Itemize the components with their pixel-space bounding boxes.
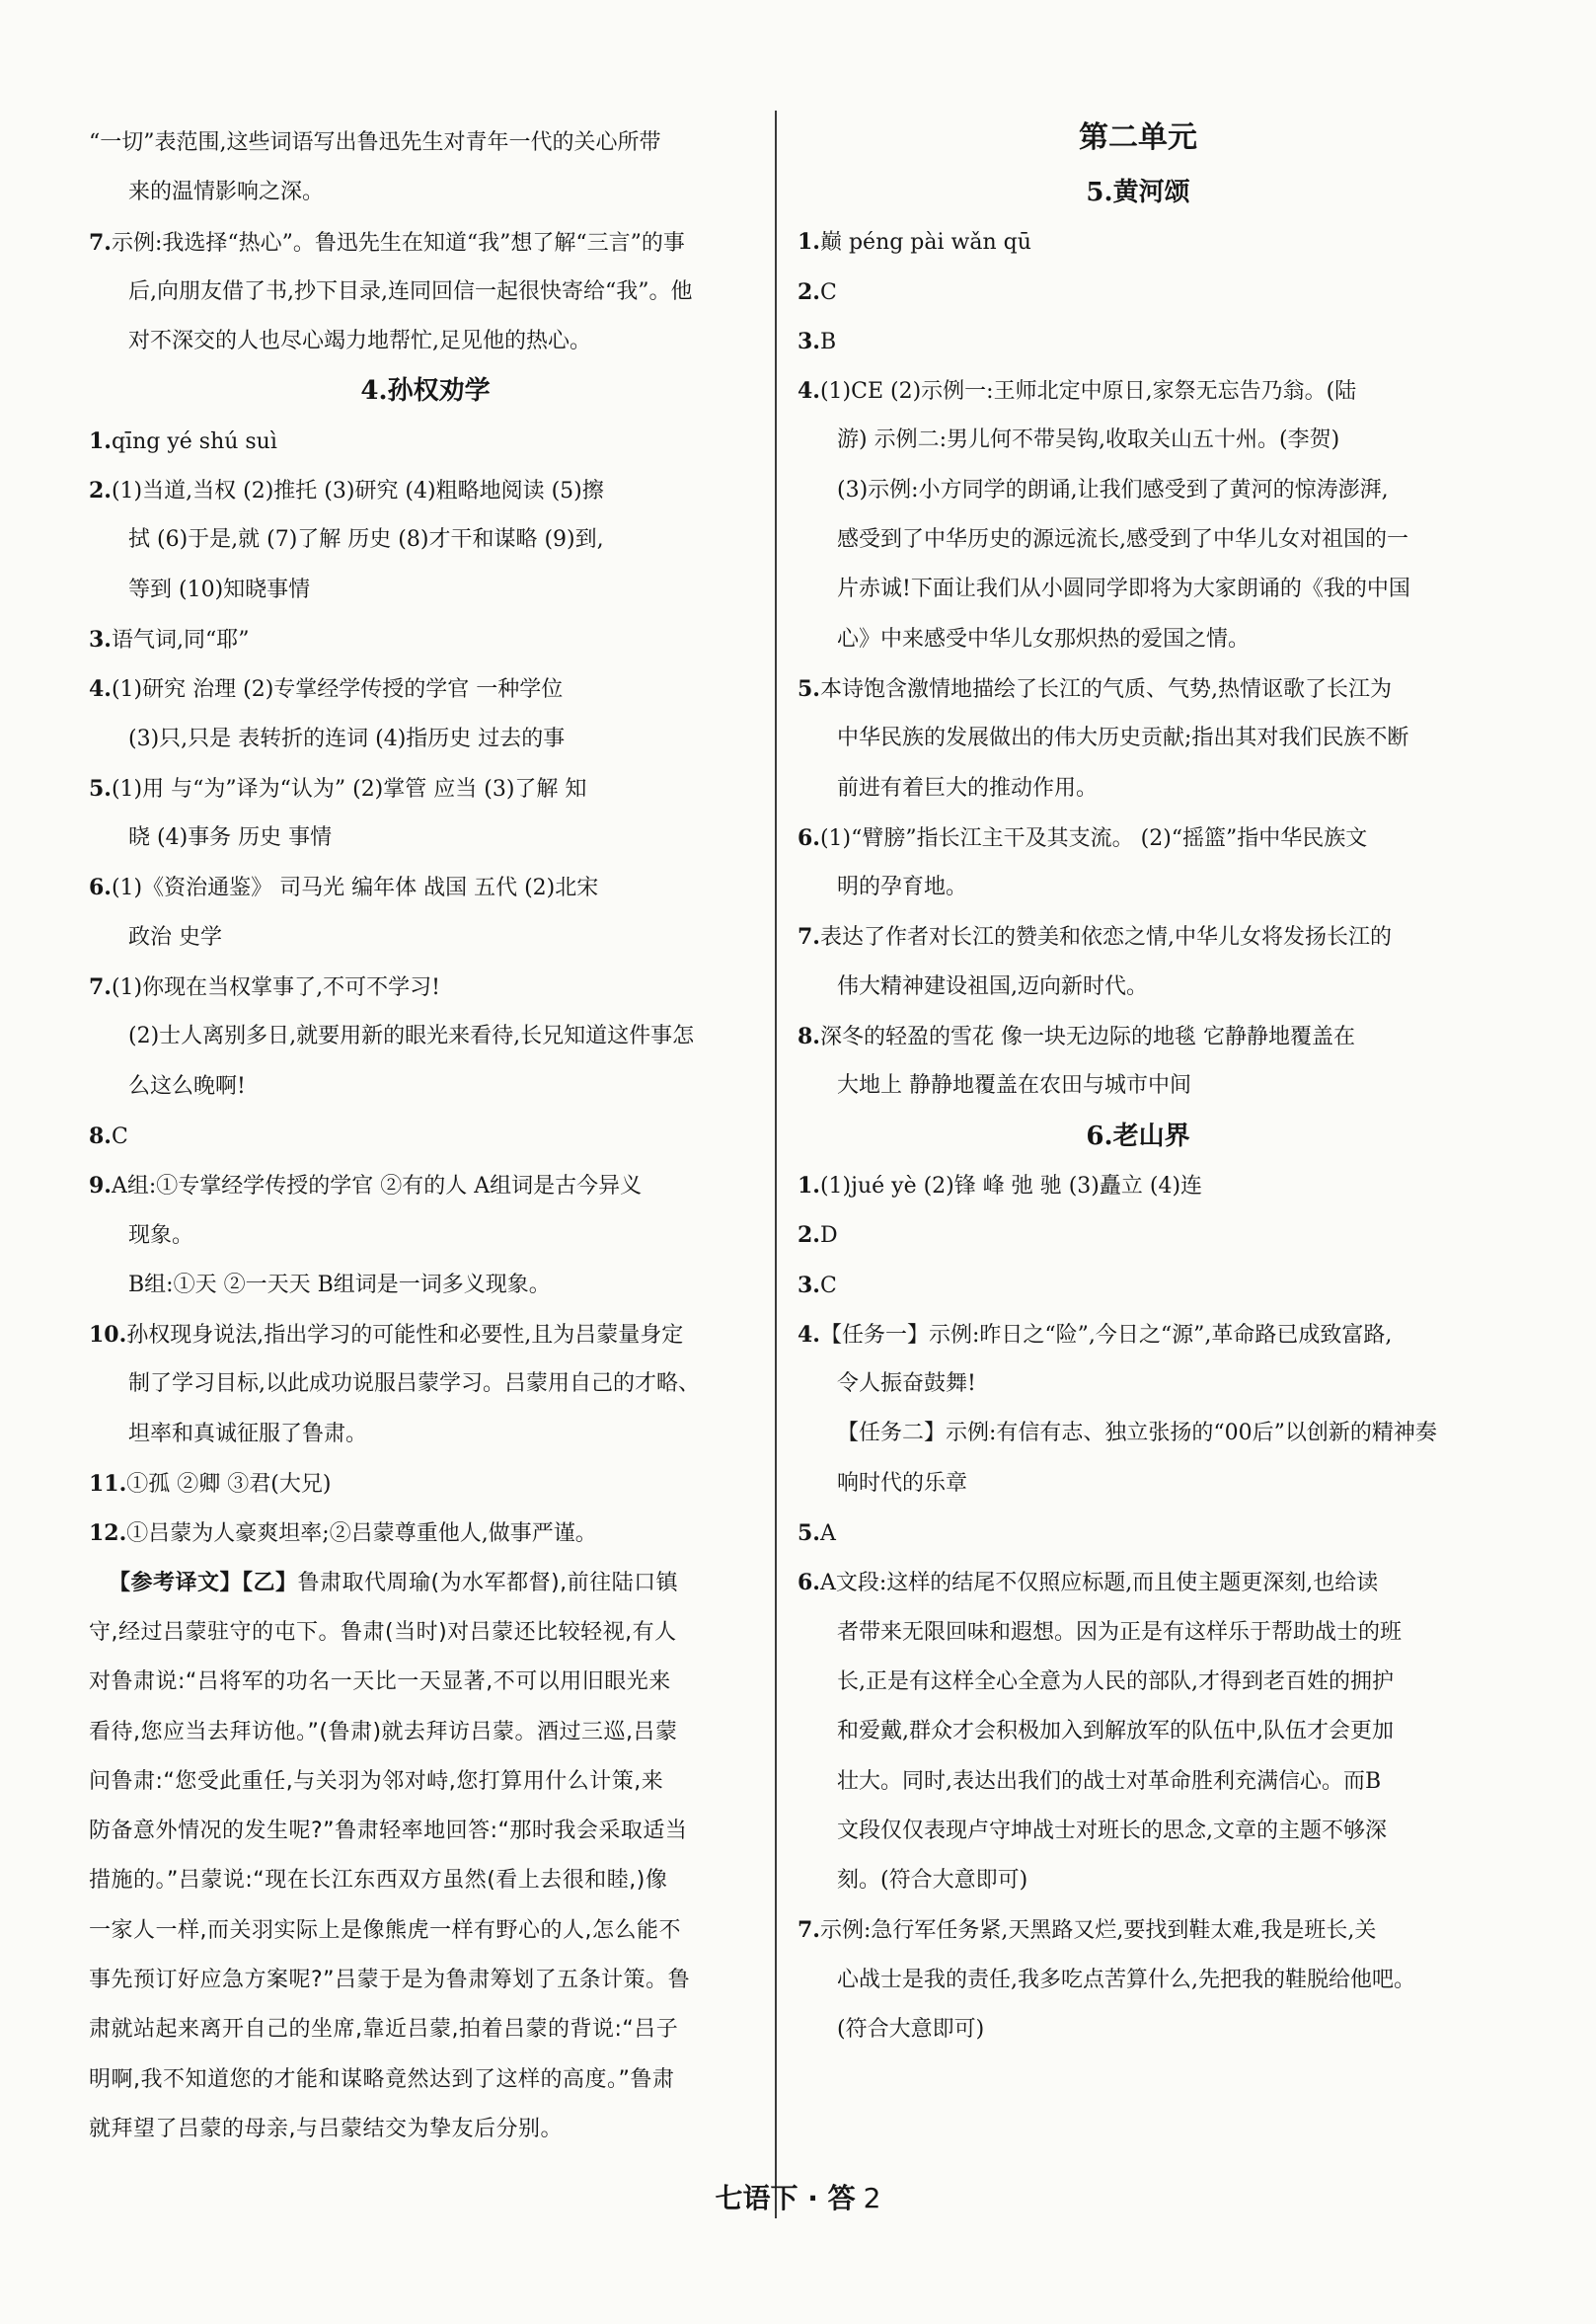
answer-text: 巅 péng pài wǎn qū bbox=[819, 230, 1031, 256]
answer-line bbox=[798, 317, 1479, 366]
answer-continuation: (符合大意即可) bbox=[837, 2016, 985, 2042]
answer-number: 7. bbox=[89, 974, 112, 1001]
answer-line bbox=[89, 615, 762, 664]
section-title: 6.老山界 bbox=[1086, 1121, 1190, 1151]
answer-number: 7. bbox=[798, 924, 820, 951]
answer-continuation: (3)示例:小方同学的朗诵,让我们感受到了黄河的惊涛澎湃, bbox=[837, 477, 1389, 503]
answer-line bbox=[798, 1310, 1479, 1359]
right-column bbox=[798, 118, 1479, 2054]
answer-number: 8. bbox=[89, 1123, 112, 1149]
answer-continuation: 心战士是我的责任,我多吃点苦算什么,先把我的鞋脱给他吧。 bbox=[837, 1967, 1415, 1992]
answer-text: (1)CE (2)示例一:王师北定中原日,家祭无忘告乃翁。(陆 bbox=[819, 379, 1357, 405]
reference-translation-line: 肃就站起来离开自己的坐席,靠近吕蒙,拍着吕蒙的背说:“吕子 bbox=[89, 2017, 679, 2043]
answer-line bbox=[89, 1459, 762, 1509]
answer-text: C bbox=[819, 1273, 837, 1298]
answer-number: 11. bbox=[89, 1471, 127, 1498]
answer-continuation: 对不深交的人也尽心竭力地帮忙,足见他的热心。 bbox=[128, 329, 591, 354]
answer-text: ①吕蒙为人豪爽坦率;②吕蒙尊重他人,做事严谨。 bbox=[126, 1521, 597, 1547]
answer-number: 6. bbox=[798, 1570, 820, 1596]
answer-continuation: 等到 (10)知晓事情 bbox=[128, 577, 311, 602]
answer-line bbox=[89, 863, 762, 912]
answer-continuation: (2)士人离别多日,就要用新的眼光来看待,长兄知道这件事怎 bbox=[128, 1024, 695, 1049]
page-footer bbox=[0, 2177, 1596, 2216]
answer-text: A文段:这样的结尾不仅照应标题,而且使主题更深刻,也给读 bbox=[819, 1571, 1379, 1596]
answer-line bbox=[798, 1210, 1479, 1260]
reference-translation-line: 看待,您应当去拜访他。”(鲁肃)就去拜访吕蒙。酒过三巡,吕蒙 bbox=[89, 1719, 678, 1744]
answer-number: 9. bbox=[89, 1173, 112, 1200]
answer-text: 深冬的轻盈的雪花 像一块无边际的地毯 它静静地覆盖在 bbox=[819, 1025, 1355, 1050]
answer-continuation: 感受到了中华历史的源远流长,感受到了中华儿女对祖国的一 bbox=[837, 527, 1408, 553]
answer-line bbox=[89, 1161, 762, 1210]
answer-continuation: 和爱戴,群众才会积极加入到解放军的队伍中,队伍才会更加 bbox=[837, 1719, 1394, 1744]
answer-line bbox=[798, 1905, 1479, 1955]
answer-continuation: 明的孕育地。 bbox=[837, 875, 968, 900]
answer-number: 3. bbox=[89, 626, 112, 653]
answer-continuation: “一切”表范围,这些词语写出鲁迅先生对青年一代的关心所带 bbox=[89, 130, 661, 155]
answer-line bbox=[89, 764, 762, 813]
answer-number: 6. bbox=[89, 875, 112, 901]
answer-continuation: 晓 (4)事务 历史 事情 bbox=[128, 825, 333, 851]
answer-continuation: 大地上 静静地覆盖在农田与城市中间 bbox=[837, 1073, 1191, 1099]
answer-number: 1. bbox=[89, 427, 112, 454]
answer-text: C bbox=[819, 279, 837, 305]
answer-number: 3. bbox=[798, 328, 820, 354]
reference-translation-line bbox=[89, 1559, 762, 1608]
page-number: 2 bbox=[863, 2182, 881, 2214]
answer-continuation: (3)只,只是 表转折的连词 (4)指历史 过去的事 bbox=[128, 726, 566, 751]
answer-number: 7. bbox=[798, 1917, 820, 1944]
answer-continuation: 心》中来感受中华儿女那炽热的爱国之情。 bbox=[837, 626, 1251, 652]
answer-continuation: 片赤诚!下面让我们从小圆同学即将为大家朗诵的《我的中国 bbox=[837, 577, 1410, 602]
answer-continuation: 拭 (6)于是,就 (7)了解 历史 (8)才干和谋略 (9)到, bbox=[128, 527, 604, 553]
answer-number: 1. bbox=[798, 1172, 820, 1199]
answer-line bbox=[798, 268, 1479, 317]
answer-text: (1)用 与“为”译为“认为” (2)掌管 应当 (3)了解 知 bbox=[111, 776, 587, 802]
answer-continuation: 响时代的乐章 bbox=[837, 1470, 968, 1496]
section-title: 5.黄河颂 bbox=[1086, 178, 1190, 207]
answer-text: (1)jué yè (2)锋 峰 弛 驰 (3)矗立 (4)连 bbox=[819, 1173, 1203, 1199]
answer-text: (1)当道,当权 (2)推托 (3)研究 (4)粗略地阅读 (5)擦 bbox=[111, 479, 604, 504]
answer-line bbox=[89, 664, 762, 714]
answer-line bbox=[798, 813, 1479, 863]
answer-text: D bbox=[819, 1223, 838, 1249]
answer-text: (1)研究 治理 (2)专掌经学传授的学官 一种学位 bbox=[111, 677, 564, 703]
reference-translation-line: 事先预订好应急方案呢?”吕蒙于是为鲁肃筹划了五条计策。鲁 bbox=[89, 1967, 691, 1992]
answer-text: (1)你现在当权掌事了,不可不学习! bbox=[111, 975, 440, 1001]
answer-text: A组:①专掌经学传授的学官 ②有的人 A组词是古今异义 bbox=[111, 1174, 643, 1200]
answer-number: 2. bbox=[798, 278, 820, 305]
answer-text: 【任务一】示例:昨日之“险”,今日之“源”,革命路已成致富路, bbox=[819, 1322, 1393, 1348]
unit-heading: 第二单元 bbox=[1079, 120, 1197, 155]
answer-text: ①孤 ②卿 ③君(大兄) bbox=[126, 1472, 332, 1498]
answer-text: 孙权现身说法,指出学习的可能性和必要性,且为吕蒙量身定 bbox=[126, 1323, 684, 1349]
answer-text: 示例:急行军任务紧,天黑路又烂,要找到鞋太难,我是班长,关 bbox=[819, 1918, 1377, 1944]
answer-line bbox=[798, 664, 1479, 714]
answer-line bbox=[798, 1558, 1479, 1607]
answer-line bbox=[798, 1012, 1479, 1061]
answer-line bbox=[89, 218, 762, 268]
answer-text: 本诗饱含激情地描绘了长江的气质、气势,热情讴歌了长江为 bbox=[819, 676, 1392, 702]
answer-continuation: 长,正是有这样全心全意为人民的部队,才得到老百姓的拥护 bbox=[837, 1668, 1394, 1694]
answer-number: 5. bbox=[798, 675, 820, 702]
answer-continuation: 令人振奋鼓舞! bbox=[837, 1371, 976, 1397]
answer-line bbox=[798, 1509, 1479, 1558]
reference-translation-line: 问鲁肃:“您受此重任,与关羽为邻对峙,您打算用什么计策,来 bbox=[89, 1768, 664, 1794]
answer-line bbox=[89, 466, 762, 515]
reference-translation-line: 就拜望了吕蒙的母亲,与吕蒙结交为挚友后分别。 bbox=[89, 2116, 563, 2141]
reference-translation-line: 措施的。”吕蒙说:“现在长江东西双方虽然(看上去很和睦,)像 bbox=[89, 1868, 668, 1894]
reference-text: 鲁肃取代周瑜(为水军都督),前往陆口镇 bbox=[297, 1570, 679, 1595]
answer-continuation: 坦率和真诚征服了鲁肃。 bbox=[128, 1421, 368, 1446]
answer-continuation: 么这么晚啊! bbox=[128, 1073, 246, 1099]
answer-text: (1)“臂膀”指长江主干及其支流。 (2)“摇篮”指中华民族文 bbox=[819, 825, 1368, 851]
answer-line bbox=[89, 963, 762, 1012]
answer-number: 5. bbox=[798, 1520, 820, 1547]
reference-translation-line: 防备意外情况的发生呢?”鲁肃轻率地回答:“那时我会采取适当 bbox=[89, 1819, 688, 1844]
answer-continuation: 来的温情影响之深。 bbox=[128, 180, 325, 205]
answer-number: 2. bbox=[89, 478, 112, 504]
answer-text: 语气词,同“耶” bbox=[111, 627, 250, 653]
answer-continuation: 前进有着巨大的推动作用。 bbox=[837, 775, 1099, 801]
reference-translation-line: 守,经过吕蒙驻守的屯下。鲁肃(当时)对吕蒙还比较轻视,有人 bbox=[89, 1619, 677, 1645]
answer-continuation: 壮大。同时,表达出我们的战士对革命胜利充满信心。而B bbox=[837, 1768, 1382, 1794]
answer-number: 1. bbox=[798, 229, 820, 256]
answer-continuation: 制了学习目标,以此成功说服吕蒙学习。吕蒙用自己的才略、 bbox=[128, 1371, 700, 1397]
answer-text: B bbox=[819, 329, 837, 354]
left-column bbox=[89, 118, 762, 2154]
answer-text: (1)《资治通鉴》 司马光 编年体 战国 五代 (2)北宋 bbox=[111, 876, 599, 901]
answer-line bbox=[798, 217, 1479, 267]
answer-number: 12. bbox=[89, 1520, 127, 1547]
section-title: 4.孙权劝学 bbox=[360, 376, 491, 407]
answer-continuation: 伟大精神建设祖国,迈向新时代。 bbox=[837, 973, 1148, 999]
reference-translation-line: 对鲁肃说:“吕将军的功名一天比一天显著,不可以用旧眼光来 bbox=[89, 1669, 671, 1695]
answer-text: C bbox=[111, 1123, 128, 1149]
answer-continuation: 者带来无限回味和遐想。因为正是有这样乐于帮助战士的班 bbox=[837, 1619, 1403, 1645]
reference-label: 【参考译文】【乙】 bbox=[109, 1570, 298, 1595]
answer-number: 5. bbox=[89, 775, 112, 802]
answer-line bbox=[89, 1509, 762, 1558]
answer-continuation: 游) 示例二:男儿何不带吴钩,收取关山五十州。(李贺) bbox=[837, 427, 1340, 453]
answer-continuation: 【任务二】示例:有信有志、独立张扬的“00后”以创新的精神奏 bbox=[837, 1421, 1437, 1446]
answer-line bbox=[798, 366, 1479, 416]
answer-text: A bbox=[819, 1521, 836, 1547]
reference-translation-line: 明啊,我不知道您的才能和谋略竟然达到了这样的高度。”鲁肃 bbox=[89, 2066, 675, 2092]
answer-continuation: B组:①天 ②一天天 B组词是一词多义现象。 bbox=[128, 1272, 551, 1297]
answer-text: 示例:我选择“热心”。鲁迅先生在知道“我”想了解“三言”的事 bbox=[111, 230, 685, 256]
answer-number: 6. bbox=[798, 824, 820, 851]
answer-number: 10. bbox=[89, 1322, 127, 1349]
answer-text: 表达了作者对长江的赞美和依恋之情,中华儿女将发扬长江的 bbox=[819, 925, 1392, 951]
answer-line bbox=[89, 417, 762, 466]
answer-line bbox=[798, 912, 1479, 962]
answer-continuation: 后,向朋友借了书,抄下目录,连同回信一起很快寄给“我”。他 bbox=[128, 278, 693, 304]
answer-line bbox=[89, 1310, 762, 1359]
answer-number: 4. bbox=[798, 378, 820, 405]
answer-number: 3. bbox=[798, 1272, 820, 1298]
answer-line bbox=[798, 1161, 1479, 1210]
answer-text: qīng yé shú suì bbox=[111, 428, 277, 454]
reference-translation-line: 一家人一样,而关羽实际上是像熊虎一样有野心的人,怎么能不 bbox=[89, 1917, 681, 1943]
answer-continuation: 中华民族的发展做出的伟大历史贡献;指出其对我们民族不断 bbox=[837, 726, 1409, 751]
answer-continuation: 刻。(符合大意即可) bbox=[837, 1868, 1028, 1894]
column-divider bbox=[775, 111, 777, 2218]
answer-number: 2. bbox=[798, 1222, 820, 1249]
answer-number: 4. bbox=[89, 676, 112, 703]
footer-label: 七语下 · 答 bbox=[715, 2182, 856, 2214]
answer-continuation: 现象。 bbox=[128, 1222, 194, 1248]
answer-continuation: 政治 史学 bbox=[128, 924, 222, 950]
answer-continuation: 文段仅仅表现卢守坤战士对班长的思念,文章的主题不够深 bbox=[837, 1818, 1387, 1843]
answer-number: 4. bbox=[798, 1321, 820, 1348]
answer-number: 8. bbox=[798, 1024, 820, 1050]
answer-line bbox=[798, 1261, 1479, 1310]
answer-number: 7. bbox=[89, 229, 112, 256]
answer-line bbox=[89, 1112, 762, 1161]
